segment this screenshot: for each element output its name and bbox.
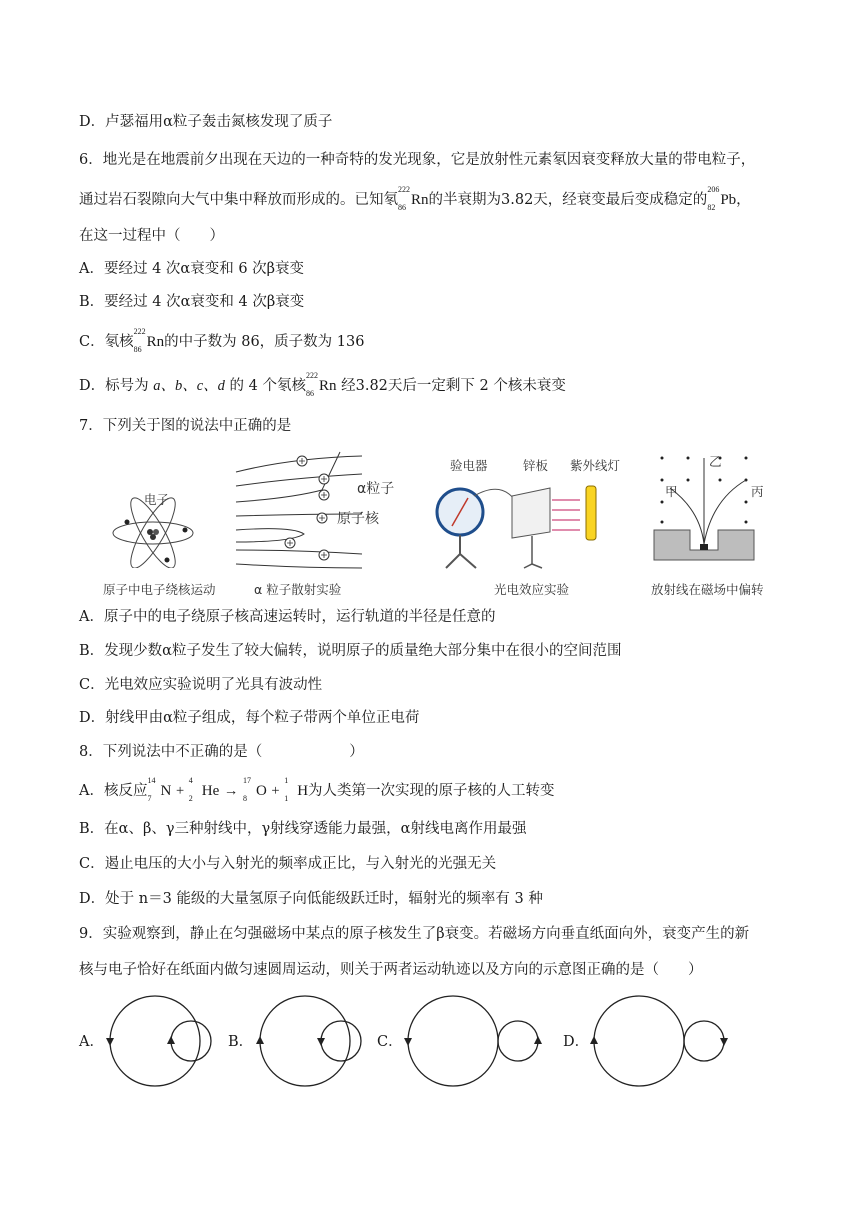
q7-option-c: C．光电效应实验说明了光具有波动性 [79, 677, 323, 693]
q6-option-b: B．要经过 4 次α衰变和 4 次β衰变 [79, 294, 305, 310]
fig1-caption: 原子中电子绕核运动 [103, 582, 216, 597]
q9-stem-line1: 9．实验观察到，静止在匀强磁场中某点的原子核发生了β衰变。若磁场方向垂直纸面向外，衰变产生的新 [79, 926, 750, 942]
ray-yi-label: 乙 [709, 454, 722, 469]
alpha-particle-label: α粒子 [357, 481, 395, 497]
q9-option-c-diagram [398, 988, 548, 1098]
ray-jia-label: 甲 [665, 484, 678, 499]
photoelectric-figure [432, 472, 632, 572]
q6-option-c: C．氡核 222 86 Rn的中子数为 86，质子数为 136 [79, 327, 365, 354]
rn-isotope: 222 86 Rn [398, 185, 429, 212]
fig4-caption: 放射线在磁场中偏转 [651, 582, 764, 597]
q7-option-a: A．原子中的电子绕原子核高速运转时，运行轨道的半径是任意的 [79, 609, 496, 625]
zinc-plate-label: 锌板 [523, 458, 549, 473]
electron-label: 电子 [144, 492, 170, 507]
q6-stem-line2: 通过岩石裂隙向大气中集中释放而形成的。已知氡 222 86 Rn的半衰期为3.82天，经衰变最后变成稳定的 206 82 Pb， [79, 185, 751, 212]
ray-bing-label: 丙 [751, 484, 764, 499]
q9-option-d-label: D． [563, 1034, 590, 1050]
q9-option-c-label: C． [377, 1034, 403, 1050]
q7-option-d: D．射线甲由α粒子组成，每个粒子带两个单位正电荷 [79, 710, 420, 726]
q9-option-b-label: B． [228, 1034, 254, 1050]
q6-option-a: A．要经过 4 次α衰变和 6 次β衰变 [79, 261, 305, 277]
q8-option-d: D．处于 n＝3 能级的大量氢原子向低能级跃迁时，辐射光的频率有 3 种 [79, 891, 543, 907]
q6-option-d: D．标号为 a、b、c、d 的 4 个氡核 222 86 Rn 经3.82天后一定剩下 2 个核未衰变 [79, 371, 566, 398]
q8-option-b: B．在α、β、γ三种射线中，γ射线穿透能力最强，α射线电离作用最强 [79, 821, 527, 837]
q6-stem-line1: 6．地光是在地震前夕出现在天边的一种奇特的发光现象，它是放射性元素氡因衰变释放大量的带电粒子， [79, 152, 756, 168]
q8-option-c: C．遏止电压的大小与入射光的频率成正比，与入射光的光强无关 [79, 856, 497, 872]
q9-option-a-label: A． [79, 1034, 104, 1050]
q9-option-b-diagram [250, 988, 370, 1098]
q5-option-d: D．卢瑟福用α粒子轰击氮核发现了质子 [79, 114, 333, 130]
q9-option-d-diagram [584, 988, 734, 1098]
uv-lamp-label: 紫外线灯 [570, 458, 621, 473]
q9-stem-line2: 核与电子恰好在纸面内做匀速圆周运动，则关于两者运动轨迹以及方向的示意图正确的是（ ） [79, 962, 703, 978]
q8-option-a: A．核反应 14 7 N + 4 2 He → 17 8 O + 1 1 H为人类第一次实现的原子核的人工转变 [79, 776, 555, 803]
electroscope-label: 验电器 [450, 458, 488, 473]
q7-stem: 7．下列关于图的说法中正确的是 [79, 418, 292, 434]
fig2-caption: α 粒子散射实验 [254, 582, 342, 597]
nucleus-label: 原子核 [337, 511, 379, 527]
radiation-deflection-figure [650, 450, 760, 570]
q7-option-b: B．发现少数α粒子发生了较大偏转，说明原子的质量绝大部分集中在很小的空间范围 [79, 643, 622, 659]
fig3-caption: 光电效应实验 [494, 582, 570, 597]
pb-isotope: 206 82 Pb [707, 185, 737, 212]
q8-stem: 8．下列说法中不正确的是（ ） [79, 744, 364, 760]
q6-stem-line3: 在这一过程中（ ） [79, 228, 224, 244]
q9-option-a-diagram [100, 988, 220, 1098]
